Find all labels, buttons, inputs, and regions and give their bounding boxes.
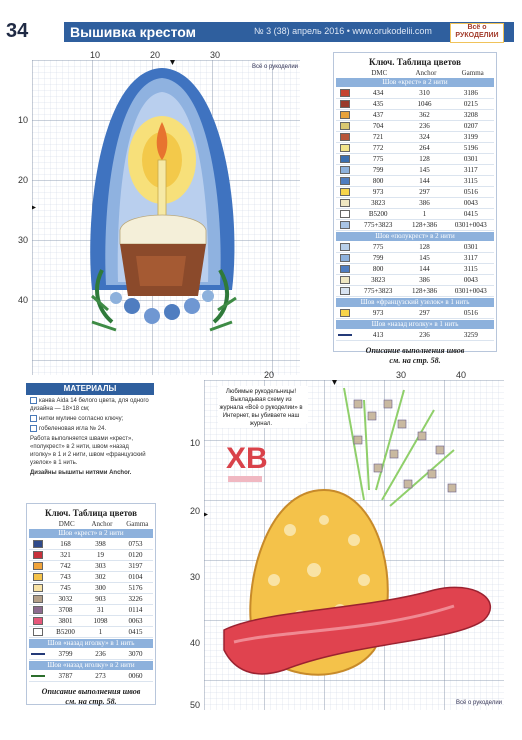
key-cell: 144 bbox=[419, 177, 430, 185]
y-tick: 20 bbox=[18, 175, 29, 185]
y-tick: 40 bbox=[18, 295, 29, 305]
y-tick: 20 bbox=[190, 506, 201, 516]
color-swatch bbox=[33, 562, 43, 570]
key-row bbox=[336, 209, 494, 220]
checkbox-icon bbox=[30, 415, 37, 422]
key-cell: 264 bbox=[419, 144, 430, 152]
color-swatch bbox=[340, 210, 350, 218]
key-row bbox=[29, 605, 153, 616]
key-row bbox=[336, 165, 494, 176]
key-row bbox=[29, 561, 153, 572]
x-tick: 20 bbox=[264, 370, 275, 380]
key-row bbox=[336, 110, 494, 121]
key-cell: 3032 bbox=[58, 595, 73, 603]
key-cell: B5200 bbox=[56, 628, 75, 636]
color-swatch bbox=[33, 606, 43, 614]
key-cell: 273 bbox=[95, 672, 106, 680]
key-cell: 5176 bbox=[128, 584, 143, 592]
key-cell: 3208 bbox=[463, 111, 478, 119]
key-cell: 800 bbox=[372, 177, 384, 185]
key-cell: 31 bbox=[97, 606, 104, 614]
key-cell: 19 bbox=[97, 551, 104, 559]
key-section: Шов «назад иголку» в 2 нити bbox=[29, 661, 153, 670]
issue-info: № 3 (38) апрель 2016 • www.orukodelii.com bbox=[254, 26, 432, 36]
y-tick: 50 bbox=[190, 700, 201, 710]
key-cell: 3799 bbox=[58, 650, 73, 658]
color-key-table-1 bbox=[333, 52, 497, 365]
key-cell: 0043 bbox=[463, 276, 478, 284]
key-cell: 0415 bbox=[463, 210, 478, 218]
key-row bbox=[29, 616, 153, 627]
key-cell: 3708 bbox=[58, 606, 73, 614]
key-cell: 0043 bbox=[463, 199, 478, 207]
key-cell: 300 bbox=[95, 584, 106, 592]
key-row bbox=[29, 583, 153, 594]
color-swatch bbox=[340, 166, 350, 174]
key-cell: 0114 bbox=[128, 606, 143, 614]
color-swatch bbox=[340, 243, 350, 251]
x-tick: 40 bbox=[456, 370, 467, 380]
key-cell: 5196 bbox=[463, 144, 478, 152]
key-section: Шов «крест» в 2 нити bbox=[29, 529, 153, 538]
key-cell: 434 bbox=[372, 89, 384, 97]
key-cell: 324 bbox=[419, 133, 430, 141]
section-title: Вышивка крестом bbox=[70, 24, 196, 40]
key-cell: 413 bbox=[372, 331, 384, 339]
key-cell: 297 bbox=[419, 188, 430, 196]
key-cell: 704 bbox=[372, 122, 384, 130]
key-cell: 145 bbox=[419, 166, 430, 174]
magazine-logo: Всё о РУКОДЕЛИИ bbox=[450, 23, 504, 43]
color-swatch bbox=[33, 540, 43, 548]
key-row bbox=[336, 275, 494, 286]
key-cell: 3787 bbox=[58, 672, 73, 680]
color-swatch bbox=[340, 89, 350, 97]
key-section: Шов «назад иголку» в 1 нить bbox=[336, 320, 494, 329]
color-swatch bbox=[33, 573, 43, 581]
key-cell: 128+386 bbox=[412, 287, 437, 295]
key-cell: 168 bbox=[60, 540, 71, 548]
color-swatch bbox=[33, 628, 43, 636]
key-row bbox=[336, 198, 494, 209]
color-swatch bbox=[340, 122, 350, 130]
key-cell: 3117 bbox=[463, 254, 478, 262]
key-cell: 800 bbox=[372, 265, 384, 273]
color-swatch bbox=[340, 133, 350, 141]
chart-grid-candle bbox=[32, 60, 300, 375]
key-row bbox=[336, 286, 494, 297]
key-cell: 0104 bbox=[128, 573, 143, 581]
key-cell: 128+386 bbox=[412, 221, 437, 229]
key-cell: 302 bbox=[95, 573, 106, 581]
checkbox-icon bbox=[30, 397, 37, 404]
key-cell: 0215 bbox=[463, 100, 478, 108]
key-cell: 745 bbox=[60, 584, 71, 592]
key-row bbox=[29, 550, 153, 561]
key-cell: 799 bbox=[372, 166, 384, 174]
color-swatch bbox=[340, 155, 350, 163]
x-tick: 10 bbox=[90, 50, 101, 60]
materials-box: МАТЕРИАЛЫ канва Aida 14 белого цвета, для одного дизайна — 18×18 см; нитки мулине согласно ключу; гобеленовая игла № 24. Работа выполняется швами «крест», «полукрест» в 2 нити, швом «назад иголку» в 1 и 2 нити, швом «французский узелок» в 1 нить. Дизайны вышиты нитями Anchor. bbox=[26, 383, 154, 491]
key-cell: 1098 bbox=[93, 617, 108, 625]
key-cell: 3823 bbox=[371, 276, 386, 284]
key-cell: 0301 bbox=[463, 243, 478, 251]
key-row bbox=[336, 154, 494, 165]
header-bar bbox=[64, 22, 514, 42]
key-row bbox=[336, 253, 494, 264]
key-row bbox=[336, 88, 494, 99]
key-cell: 775 bbox=[372, 155, 384, 163]
key-cell: 0207 bbox=[463, 122, 478, 130]
color-swatch bbox=[340, 188, 350, 196]
watermark: Всё о рукоделии bbox=[252, 64, 299, 70]
key-cell: 236 bbox=[419, 331, 430, 339]
key-cell: 236 bbox=[419, 122, 430, 130]
key-section: Шов «крест» в 2 нити bbox=[336, 78, 494, 87]
y-tick: 30 bbox=[18, 235, 29, 245]
key-cell: 303 bbox=[95, 562, 106, 570]
key-cell: 437 bbox=[372, 111, 384, 119]
page-number: 34 bbox=[6, 20, 29, 42]
key-cell: 973 bbox=[372, 188, 384, 196]
x-tick: 30 bbox=[396, 370, 407, 380]
key-cell: 3801 bbox=[58, 617, 73, 625]
key-cell: 435 bbox=[372, 100, 384, 108]
key-row bbox=[29, 539, 153, 550]
key-cell: B5200 bbox=[368, 210, 388, 218]
key-cell: 743 bbox=[60, 573, 71, 581]
key-row bbox=[336, 242, 494, 253]
color-swatch bbox=[340, 100, 350, 108]
color-swatch bbox=[340, 221, 350, 229]
key-cell: 0060 bbox=[128, 672, 143, 680]
key-row bbox=[336, 264, 494, 275]
backstitch-line-icon bbox=[338, 334, 352, 336]
x-tick: 30 bbox=[210, 50, 221, 60]
key-cell: 386 bbox=[419, 199, 430, 207]
key-cell: 128 bbox=[419, 243, 430, 251]
stitch-note: Описание выполнения швов см. на стр. 58. bbox=[41, 687, 141, 706]
color-swatch bbox=[33, 595, 43, 603]
color-swatch bbox=[340, 287, 350, 295]
key-cell: 3186 bbox=[463, 89, 478, 97]
key-cell: 0753 bbox=[128, 540, 143, 548]
cross-stitch-chart-candle bbox=[18, 50, 300, 375]
color-swatch bbox=[340, 177, 350, 185]
key-cell: 775 bbox=[372, 243, 384, 251]
key-cell: 128 bbox=[419, 155, 430, 163]
key-row bbox=[29, 649, 153, 660]
key-row bbox=[336, 176, 494, 187]
backstitch-line-icon bbox=[31, 653, 45, 655]
key-cell: 775+3823 bbox=[363, 221, 393, 229]
key-cell: 0063 bbox=[128, 617, 143, 625]
checkbox-icon bbox=[30, 425, 37, 432]
key-column-headers: DMC Anchor Gamma bbox=[371, 69, 484, 77]
key-row bbox=[336, 99, 494, 110]
key-cell: 1 bbox=[98, 628, 103, 636]
color-swatch bbox=[33, 584, 43, 592]
key-row bbox=[29, 627, 153, 638]
key-cell: 3226 bbox=[128, 595, 143, 603]
key-cell: 903 bbox=[95, 595, 106, 603]
candle bbox=[158, 160, 166, 218]
icing bbox=[120, 215, 206, 244]
key-section: Шов «назад иголку» в 1 нить bbox=[29, 639, 153, 648]
color-swatch bbox=[340, 276, 350, 284]
color-swatch bbox=[340, 309, 350, 317]
key-cell: 0120 bbox=[128, 551, 143, 559]
key-cell: 3259 bbox=[463, 331, 478, 339]
y-tick: 30 bbox=[190, 572, 201, 582]
y-tick: 10 bbox=[190, 438, 201, 448]
key-cell: 0516 bbox=[463, 309, 478, 317]
key-cell: 775+3823 bbox=[363, 287, 393, 295]
key-section: Шов «полукрест» в 2 нити bbox=[336, 232, 494, 241]
key-row bbox=[336, 187, 494, 198]
key-row bbox=[336, 132, 494, 143]
key-cell: 0301 bbox=[463, 155, 478, 163]
x-tick: 20 bbox=[150, 50, 161, 60]
key-cell: 721 bbox=[372, 133, 384, 141]
key-cell: 297 bbox=[419, 309, 430, 317]
key-cell: 145 bbox=[419, 254, 430, 262]
color-swatch bbox=[33, 617, 43, 625]
copyright-notice: Любимые рукодельницы! Выкладывая схему из журнала «Всё о рукоделии» в Интернет, вы убиваете наш журнал. bbox=[219, 389, 303, 427]
key-cell: 321 bbox=[60, 551, 71, 559]
key-cell: 1 bbox=[422, 210, 427, 218]
key-title: Ключ. Таблица цветов bbox=[45, 508, 137, 518]
key-cell: 973 bbox=[372, 309, 384, 317]
key-cell: 772 bbox=[372, 144, 384, 152]
key-row bbox=[29, 671, 153, 682]
backstitch-line-icon bbox=[31, 675, 45, 677]
page-header bbox=[0, 0, 522, 44]
materials-description: Работа выполняется швами «крест», «полукрест» в 2 нити, швом «назад иголку» в 1 и 2 нити, швом «французский узелок» в 1 нить. bbox=[30, 436, 146, 467]
key-cell: 3070 bbox=[128, 650, 143, 658]
key-title: Ключ. Таблица цветов bbox=[369, 57, 461, 67]
color-swatch bbox=[340, 111, 350, 119]
key-cell: 144 bbox=[419, 265, 430, 273]
key-row bbox=[29, 594, 153, 605]
key-cell: 742 bbox=[60, 562, 71, 570]
chart-grid-egg bbox=[204, 380, 504, 710]
key-cell: 0516 bbox=[463, 188, 478, 196]
key-cell: 0301+0043 bbox=[454, 221, 487, 229]
materials-title: МАТЕРИАЛЫ bbox=[26, 383, 154, 395]
xb-letters: ХВ bbox=[226, 442, 268, 475]
color-key-table-2 bbox=[26, 503, 156, 705]
color-swatch bbox=[340, 254, 350, 262]
key-cell: 0415 bbox=[128, 628, 143, 636]
color-swatch bbox=[33, 551, 43, 559]
key-cell: 386 bbox=[419, 276, 430, 284]
key-cell: 362 bbox=[419, 111, 430, 119]
key-section: Шов «французский узелок» в 1 нить bbox=[336, 298, 494, 307]
key-cell: 398 bbox=[95, 540, 106, 548]
color-swatch bbox=[340, 199, 350, 207]
y-tick: 40 bbox=[190, 638, 201, 648]
key-cell: 3117 bbox=[463, 166, 478, 174]
color-swatch bbox=[340, 144, 350, 152]
key-cell: 799 bbox=[372, 254, 384, 262]
materials-threads: Дизайны вышиты нитями Anchor. bbox=[30, 470, 132, 477]
key-row bbox=[336, 121, 494, 132]
key-cell: 3823 bbox=[371, 199, 386, 207]
key-cell: 236 bbox=[95, 650, 106, 658]
key-cell: 3199 bbox=[463, 133, 478, 141]
watermark: Всё о рукоделии bbox=[456, 700, 503, 706]
y-tick: 10 bbox=[18, 115, 29, 125]
key-cell: 3115 bbox=[463, 265, 478, 273]
stitch-note: Описание выполнения швов см. на стр. 58. bbox=[365, 346, 465, 365]
key-row bbox=[29, 572, 153, 583]
key-cell: 3197 bbox=[128, 562, 143, 570]
key-column-headers: DMC Anchor Gamma bbox=[58, 520, 149, 528]
cross-stitch-chart-egg bbox=[190, 370, 504, 710]
key-row bbox=[336, 143, 494, 154]
color-swatch bbox=[340, 265, 350, 273]
key-row bbox=[336, 330, 494, 341]
key-cell: 0301+0043 bbox=[454, 287, 487, 295]
key-cell: 1046 bbox=[417, 100, 432, 108]
key-cell: 3115 bbox=[463, 177, 478, 185]
key-row bbox=[336, 308, 494, 319]
key-row bbox=[336, 220, 494, 231]
key-cell: 310 bbox=[419, 89, 430, 97]
